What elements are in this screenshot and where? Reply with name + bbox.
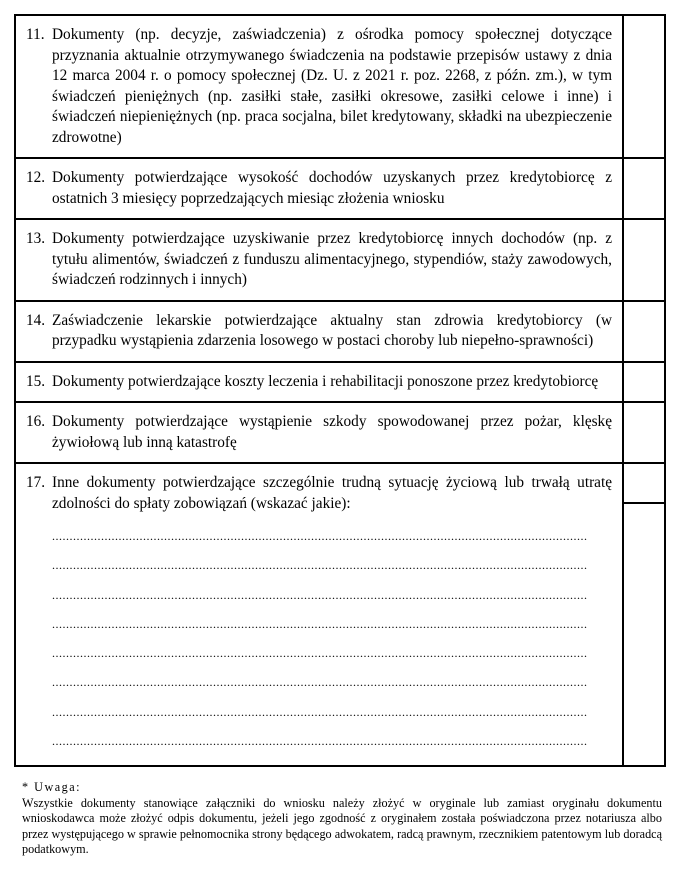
item-number: 17. (26, 474, 46, 491)
item-text: Dokumenty potwierdzające koszty leczenia i rehabilitacji ponoszone przez kredytobiorcę (52, 372, 599, 390)
checkbox-column (624, 464, 664, 765)
dotted-line[interactable]: ......................................................................................................................................................... (52, 646, 588, 661)
checkbox-cell[interactable] (624, 159, 664, 218)
note-title: * Uwaga: (22, 780, 82, 794)
dotted-line[interactable]: ......................................................................................................................................................... (52, 616, 588, 631)
item-text: Dokumenty potwierdzające wysokość dochodów uzyskanych przez kredytobiorcę z ostatnich 3 miesięcy poprzedzających miesiąc złożenia wniosku (52, 169, 612, 207)
document-cell (16, 16, 624, 157)
document-row-16 (16, 401, 664, 462)
document-row-12 (16, 157, 664, 218)
document-row-14 (16, 300, 664, 361)
document-row-17 (16, 462, 664, 765)
dotted-line[interactable]: ......................................................................................................................................................... (52, 558, 588, 573)
document-row-13 (16, 218, 664, 300)
checkbox-cell[interactable] (624, 302, 664, 361)
dotted-line[interactable]: ......................................................................................................................................................... (52, 587, 588, 602)
document-row-11 (16, 16, 664, 157)
document-cell (16, 403, 624, 462)
document-cell (16, 220, 624, 300)
other-documents-lines[interactable] (52, 522, 612, 756)
item-17-content (52, 473, 612, 756)
item-number: 13. (26, 230, 46, 247)
dotted-line[interactable]: ......................................................................................................................................................... (52, 704, 588, 719)
checkbox-cell[interactable] (624, 403, 664, 462)
item-text: Dokumenty potwierdzające uzyskiwanie przez kredytobiorcę innych dochodów (np. z tytułu alimentów, świadczeń z funduszu alimentacyjnego, stypendiów, staży zawodowych, świadczeń rodzinnych i innych) (52, 230, 612, 288)
document-cell (16, 363, 624, 402)
note-text: Wszystkie dokumenty stanowiące załączniki do wniosku należy złożyć w oryginale lub zamiast oryginału dokumentu wnioskodawca może złożyć odpis dokumentu, jeżeli jego zgodność z oryginałem została poświadczona przez notariusza albo przez występującego w sprawie pełnomocnika strony będącego adwokatem, radcą prawnym, rzecznikiem patentowym lub doradcą podatkowym. (22, 795, 662, 856)
note-section (22, 780, 662, 858)
item-number: 15. (26, 372, 46, 390)
checkbox-cell[interactable] (624, 220, 664, 300)
item-text: Dokumenty (np. decyzje, zaświadczenia) z ośrodka pomocy społecznej dotyczące przyznania aktualnie otrzymywanego świadczenia na podstawie przepisów ustawy z dnia 12 marca 2004 r. o pomocy społecznej (Dz. U. z 2021 r. poz. 2268, z późn. zm.), w tym świadczeń pieniężnych (np. zasiłki stałe, zasiłki okresowe, zasiłki celowe i inne) i świadczeń niepieniężnych (np. praca socjalna, bilet kredytowany, składki na ubezpieczenie zdrowotne) (52, 26, 612, 146)
document-cell (16, 302, 624, 361)
item-number: 16. (26, 413, 46, 430)
item-number: 11. (26, 26, 45, 43)
document-cell (16, 464, 624, 765)
item-text: Dokumenty potwierdzające wystąpienie szkody spowodowanej przez pożar, klęskę żywiołową lub inną katastrofę (52, 413, 612, 451)
checkbox-cell[interactable] (624, 464, 664, 504)
item-text: Inne dokumenty potwierdzające szczególnie trudną sytuację życiową lub trwałą utratę zdolności do spłaty zobowiązań (wskazać jakie): (52, 474, 612, 512)
document-cell (16, 159, 624, 218)
item-number: 14. (26, 311, 46, 329)
dotted-line[interactable]: ......................................................................................................................................................... (52, 529, 588, 543)
dotted-line[interactable]: ......................................................................................................................................................... (52, 675, 588, 690)
item-text: Zaświadczenie lekarskie potwierdzające aktualny stan zdrowia kredytobiorcy (w przypadku wystąpienia zdarzenia losowego w postaci choroby lub niepełno-sprawności) (52, 311, 612, 349)
checkbox-cell[interactable] (624, 363, 664, 402)
checkbox-cell[interactable] (624, 16, 664, 157)
documents-table (14, 14, 666, 767)
dotted-line[interactable]: ......................................................................................................................................................... (52, 734, 588, 749)
document-row-15 (16, 361, 664, 402)
item-number: 12. (26, 169, 46, 186)
